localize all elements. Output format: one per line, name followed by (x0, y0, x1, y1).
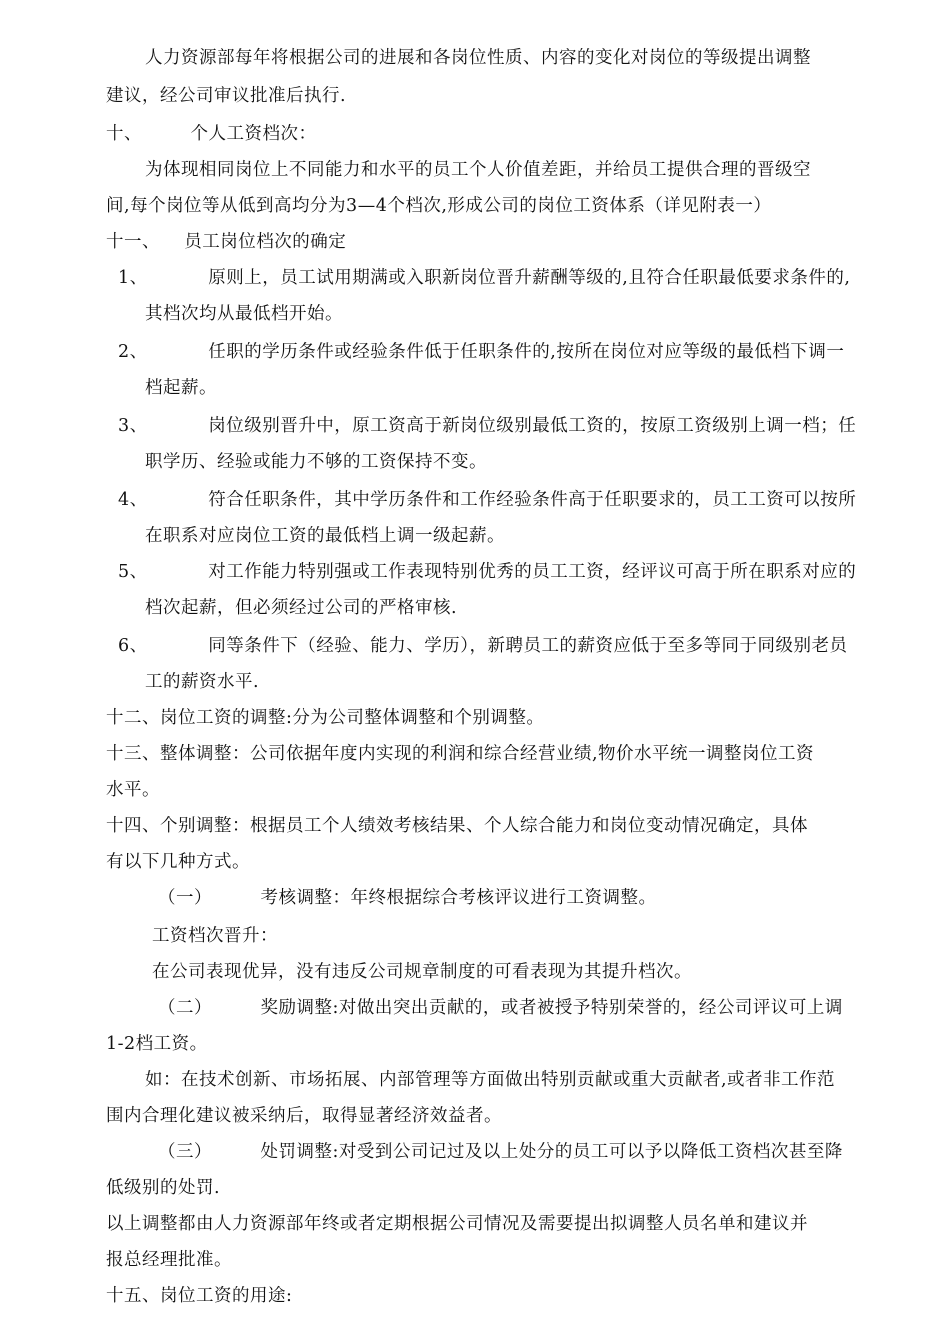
body-text-line: 围内合理化建议被采纳后，取得显著经济效益者。 (106, 1106, 502, 1126)
section-heading: 十三、整体调整：公司依据年度内实现的利润和综合经营业绩,物价水平统一调整岗位工资 (106, 744, 815, 764)
body-text-line: 工资档次晋升： (152, 926, 278, 946)
list-item-continuation: 档次起薪，但必须经过公司的严格审核. (145, 598, 458, 618)
section-heading: 十二、岗位工资的调整:分为公司整体调整和个别调整。 (106, 708, 545, 728)
list-item-continuation: 档起薪。 (145, 378, 217, 398)
body-text-line: 为体现相同岗位上不同能力和水平的员工个人价值差距，并给员工提供合理的晋级空 (145, 160, 811, 180)
body-text-line: 有以下几种方式。 (106, 852, 250, 872)
sub-item: （一） 考核调整：年终根据综合考核评议进行工资调整。 (158, 888, 657, 908)
section-heading: 十五、岗位工资的用途: (106, 1286, 293, 1306)
body-text-line: 如：在技术创新、市场拓展、内部管理等方面做出特别贡献或重大贡献者,或者非工作范 (145, 1070, 836, 1090)
body-text-line: 间,每个岗位等从低到高均分为3—4个档次,形成公司的岗位工资体系（详见附表一） (106, 196, 772, 216)
list-item: 5、 对工作能力特别强或工作表现特别优秀的员工工资，经评议可高于所在职系对应的 (118, 562, 857, 582)
section-heading: 十、 个人工资档次： (106, 124, 317, 144)
list-item: 2、 任职的学历条件或经验条件低于任职条件的,按所在岗位对应等级的最低档下调一 (118, 342, 845, 362)
body-text-line: 以上调整都由人力资源部年终或者定期根据公司情况及需要提出拟调整人员名单和建议并 (106, 1214, 808, 1234)
body-text-line: 报总经理批准。 (106, 1250, 232, 1270)
list-item-continuation: 在职系对应岗位工资的最低档上调一级起薪。 (145, 526, 505, 546)
list-item: 4、 符合任职条件，其中学历条件和工作经验条件高于任职要求的，员工工资可以按所 (118, 490, 857, 510)
body-text-line: 人力资源部每年将根据公司的进展和各岗位性质、内容的变化对岗位的等级提出调整 (145, 48, 811, 68)
list-item: 3、 岗位级别晋升中，原工资高于新岗位级别最低工资的，按原工资级别上调一档；任 (118, 416, 857, 436)
body-text-line: 1-2档工资。 (106, 1034, 208, 1054)
body-text-line: 低级别的处罚. (106, 1178, 221, 1198)
section-heading: 十一、 员工岗位档次的确定 (106, 232, 347, 252)
list-item: 6、 同等条件下（经验、能力、学历），新聘员工的薪资应低于至多等同于同级别老员 (118, 636, 848, 656)
body-text-line: 在公司表现优异，没有违反公司规章制度的可看表现为其提升档次。 (152, 962, 692, 982)
body-text-line: 建议，经公司审议批准后执行. (106, 86, 347, 106)
list-item-continuation: 工的薪资水平. (145, 672, 260, 692)
list-item-continuation: 其档次均从最低档开始。 (145, 304, 343, 324)
list-item-continuation: 职学历、经验或能力不够的工资保持不变。 (145, 452, 487, 472)
body-text-line: 水平。 (106, 780, 160, 800)
list-item: 1、 原则上，员工试用期满或入职新岗位晋升薪酬等级的,且符合任职最低要求条件的, (118, 268, 851, 288)
sub-item: （三） 处罚调整:对受到公司记过及以上处分的员工可以予以降低工资档次甚至降 (158, 1142, 843, 1162)
sub-item: （二） 奖励调整:对做出突出贡献的，或者被授予特别荣誉的，经公司评议可上调 (158, 998, 843, 1018)
section-heading: 十四、个别调整：根据员工个人绩效考核结果、个人综合能力和岗位变动情况确定，具体 (106, 816, 808, 836)
